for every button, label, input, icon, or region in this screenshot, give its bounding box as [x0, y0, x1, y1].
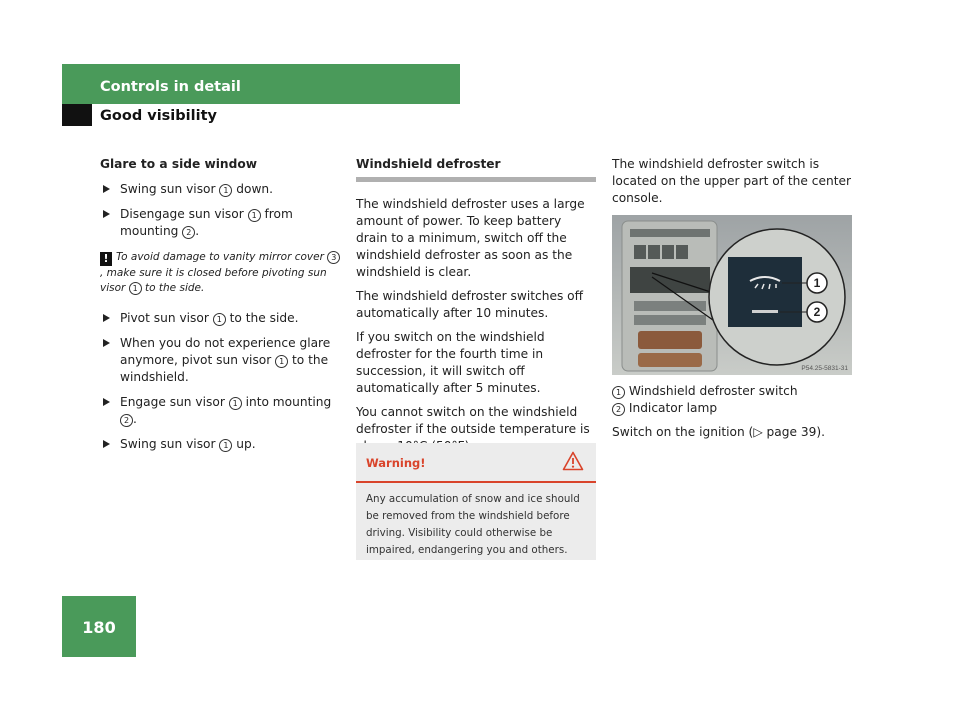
- callout-number: 3: [327, 251, 340, 264]
- column-switch: [612, 156, 858, 448]
- callout-number: 1: [229, 397, 242, 410]
- photo-callout-2: 2: [813, 305, 821, 319]
- callout-number: 2: [612, 403, 625, 416]
- page-number: 180: [82, 618, 116, 637]
- step-pivot: Pivot sun visor 1 to the side.: [100, 310, 342, 327]
- step-disengage: Disengage sun visor 1 from mounting 2 .: [100, 206, 342, 240]
- callout-number: 2: [182, 226, 195, 239]
- warning-box: [356, 443, 596, 560]
- callout-number: 1: [129, 282, 142, 295]
- paragraph: The windshield defroster switch is located on the upper part of the center console.: [612, 157, 851, 205]
- step-swing-down: Swing sun visor 1 down.: [100, 181, 342, 198]
- callout-number: 1: [219, 439, 232, 452]
- paragraph: The windshield defroster uses a large amount of power. To keep battery drain to a minimum, switch off the windshield defroster as soon as the windshield is clear.: [356, 197, 585, 279]
- page-reference-arrow-icon: ▷: [753, 425, 763, 439]
- damage-notice: ! To avoid damage to vanity mirror cover 3, make sure it is closed before pivoting sun visor 1 to the side.: [100, 250, 342, 296]
- bullet-triangle-icon: [103, 314, 110, 322]
- caption-switch: 1 Windshield defroster switch: [612, 383, 858, 400]
- step-swing-up: Swing sun visor 1 up.: [100, 436, 342, 453]
- center-console-photo: [612, 215, 852, 375]
- callout-number: 1: [248, 209, 261, 222]
- column-defroster: [356, 156, 596, 462]
- subsection-title: Good visibility: [100, 108, 217, 124]
- bullet-triangle-icon: [103, 185, 110, 193]
- step-engage: Engage sun visor 1 into mounting 2 .: [100, 394, 342, 428]
- callout-number: 2: [120, 414, 133, 427]
- warning-text: Any accumulation of snow and ice should be removed from the windshield before driving. Visibility could otherwise be impaired, endangering you and others.: [366, 493, 580, 556]
- section-title: Controls in detail: [100, 79, 241, 95]
- bullet-triangle-icon: [103, 398, 110, 406]
- callout-number: 1: [213, 313, 226, 326]
- column-glare: [100, 156, 342, 461]
- paragraph: You cannot switch on the windshield defroster if the outside temperature is: [356, 405, 590, 436]
- exclamation-icon: !: [100, 252, 112, 266]
- warning-triangle-icon: [562, 451, 584, 471]
- callout-number: 1: [219, 184, 232, 197]
- callout-number: 1: [275, 355, 288, 368]
- paragraph: If you switch on the windshield defroster for the fourth time in succession, it will switch off automatically after 5 minutes.: [356, 330, 545, 395]
- bullet-triangle-icon: [103, 440, 110, 448]
- bullet-triangle-icon: [103, 210, 110, 218]
- step-no-glare: When you do not experience glare anymore, pivot sun visor 1 to the windshield.: [100, 335, 342, 386]
- warning-title: Warning!: [366, 456, 426, 470]
- page-reference-link[interactable]: page 39).: [762, 425, 826, 439]
- photo-callout-1: 1: [813, 276, 821, 290]
- glare-heading: Glare to a side window: [100, 157, 257, 171]
- ignition-instruction: Switch on the ignition (▷ page 39).: [612, 425, 826, 439]
- paragraph: The windshield defroster switches off automatically after 10 minutes.: [356, 289, 584, 320]
- callout-number: 1: [612, 386, 625, 399]
- caption-lamp: 2 Indicator lamp: [612, 400, 858, 417]
- bullet-triangle-icon: [103, 339, 110, 347]
- image-code: P54.25-5831-31: [801, 365, 848, 372]
- warning-header: [356, 443, 596, 483]
- header-marker: [62, 104, 92, 126]
- defroster-heading: Windshield defroster: [356, 156, 596, 182]
